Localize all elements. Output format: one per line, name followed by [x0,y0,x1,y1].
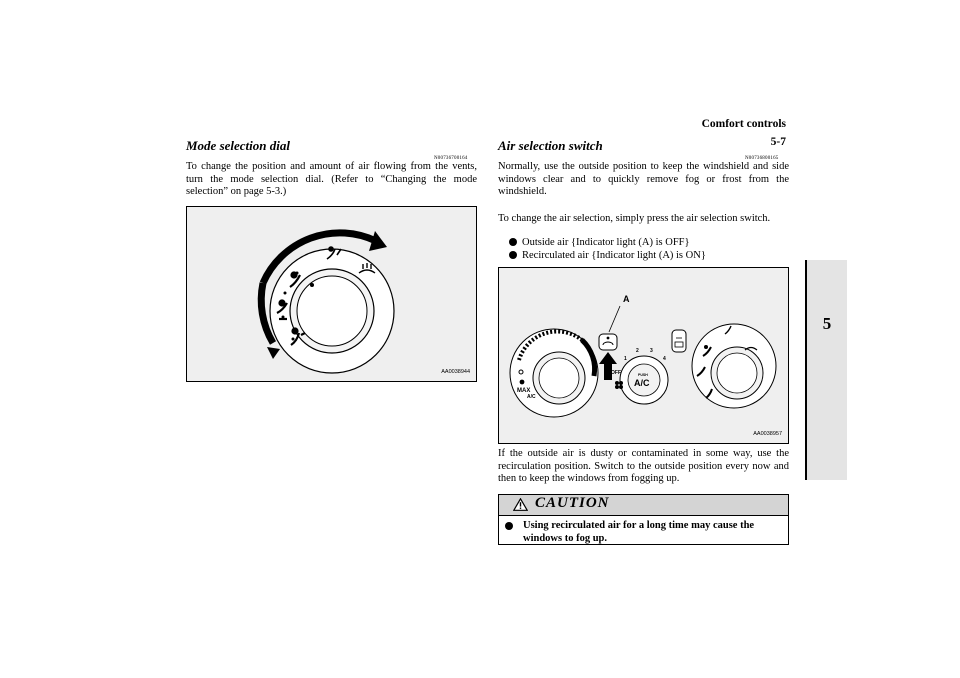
air-selection-paragraph-1: Normally, use the outside position to keep the windshield and side windows clear and to quickly remove fog or frost from the windshield. [498,161,789,198]
mode-figure-code: AA0038944 [441,369,470,375]
fan-speed-dial [611,348,668,404]
fan-speed-1: 1 [624,356,627,362]
max-label: MAX [517,388,531,394]
bullet-dot [505,522,513,530]
caution-box [498,494,789,545]
page-number: 5-7 [770,136,786,148]
push-label: PUSH [638,373,648,377]
air-selection-title: Air selection switch [498,138,603,153]
mode-selection-code: N00736700164 [434,156,468,161]
ac-label: A/C [634,378,650,388]
bullet-dot [509,251,517,259]
rear-defrost-button [672,330,686,352]
indicator-label-a: A [623,294,630,304]
caution-title: CAUTION [535,495,610,511]
air-figure-code: AA0038957 [753,431,782,437]
air-selection-button [599,334,617,350]
caution-text: Using recirculated air for a long time may cause the windows to fog up. [523,520,755,544]
air-selection-figure [498,267,789,444]
warning-triangle-icon [513,498,528,511]
air-selection-paragraph-3: If the outside air is dusty or contaminated in some way, use the recirculation position. Switch to the outside position every now and then to keep the windows from fogging up. [498,448,789,485]
mode-dial-figure [186,206,477,382]
fan-speed-4: 4 [663,356,666,362]
mode-selection-title: Mode selection dial [186,138,290,153]
bullet-dot [509,238,517,246]
max-ac-label: A/C [527,394,536,400]
chapter-tab [805,260,847,480]
chapter-tab-label: 5 [822,314,832,333]
mode-dial-small [692,324,776,408]
fan-speed-3: 3 [650,348,653,354]
control-panel-illustration [499,268,788,443]
bullet-text: Recirculated air {Indicator light (A) is ON} [522,250,706,261]
bullet-outside-air [509,237,690,250]
bullet-text: Outside air {Indicator light (A) is OFF} [522,237,690,248]
header-title: Comfort controls [701,118,786,130]
caution-body [499,516,788,549]
air-selection-paragraph-2: To change the air selection, simply press the air selection switch. [498,213,771,224]
bullet-recirculated-air [509,250,706,263]
mode-dial-illustration [187,207,476,381]
caution-header [499,495,788,516]
temperature-dial [510,329,598,417]
fan-off-label: OFF [611,370,621,376]
mode-selection-paragraph: To change the position and amount of air flowing from the vents, turn the mode selection dial. (Refer to “Changing the mode selection” on page 5-3.) [186,161,477,198]
air-selection-code: N00736800165 [745,156,779,161]
fan-speed-2: 2 [636,348,639,354]
